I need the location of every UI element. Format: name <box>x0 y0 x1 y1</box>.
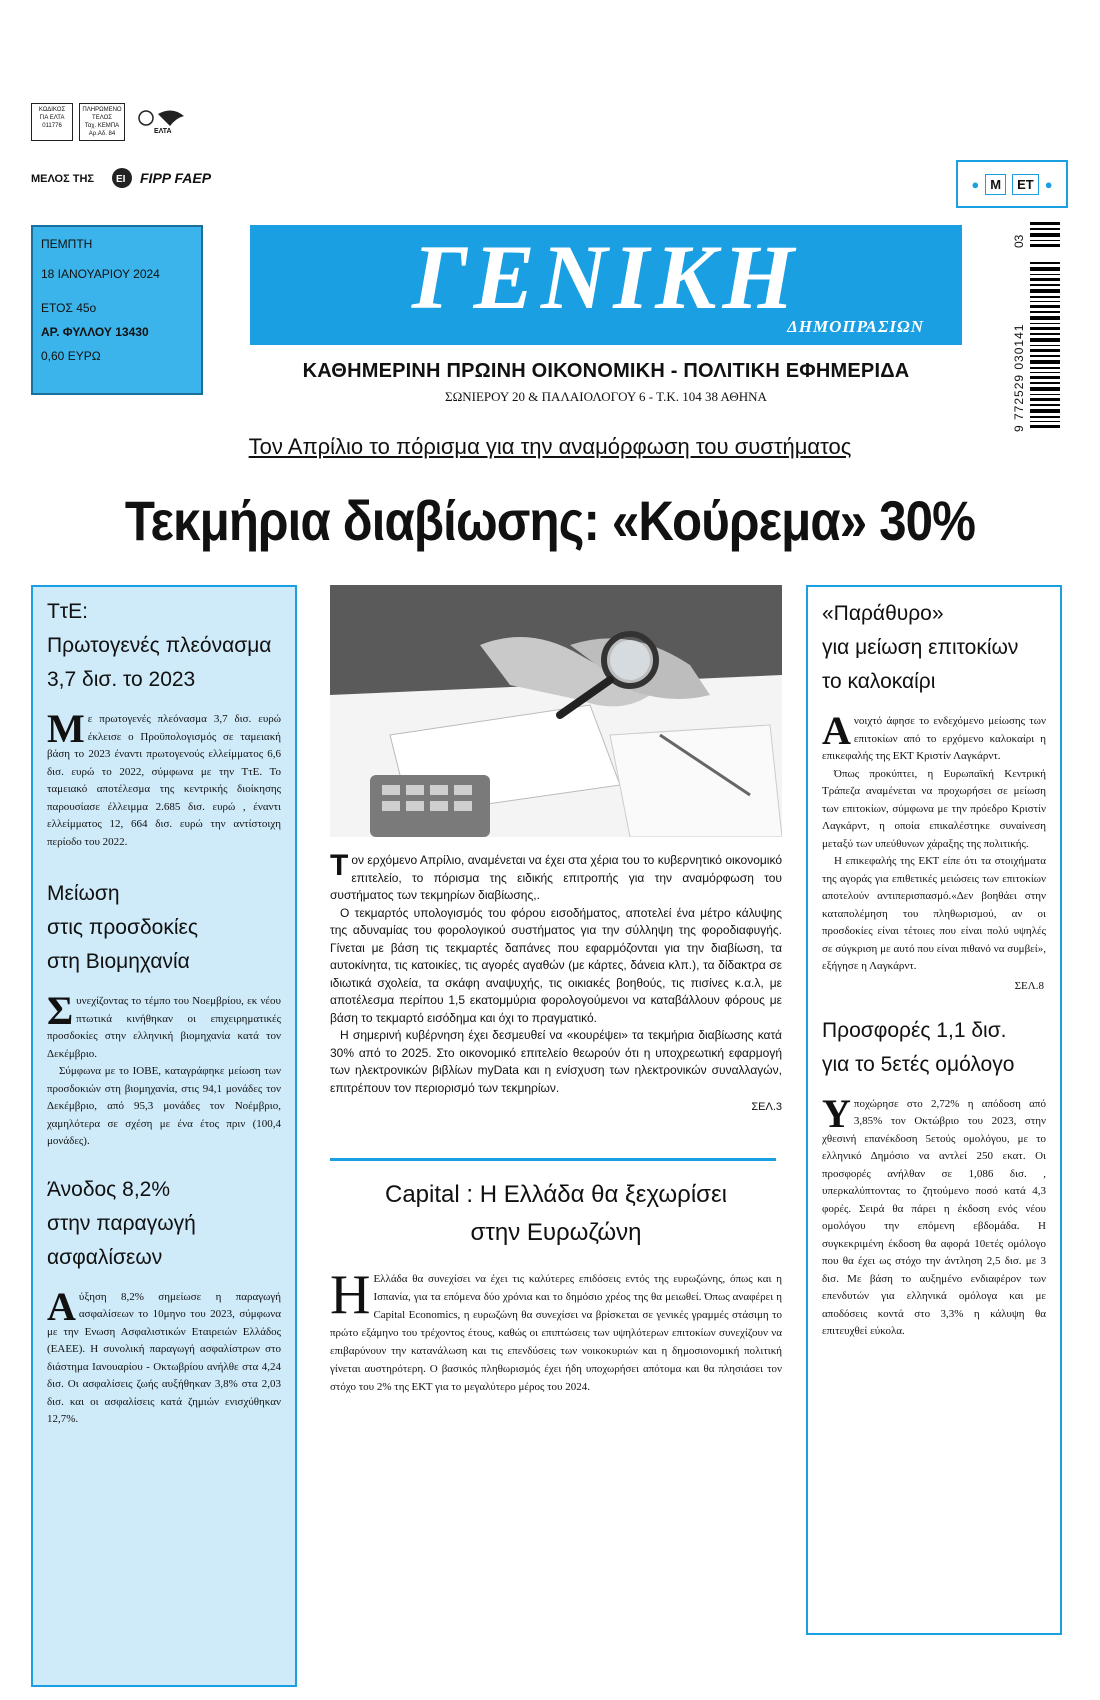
story-title: ΤτΕ: <box>47 600 88 623</box>
article-paragraph: Ελλάδα θα συνεχίσει να έχει τις καλύτερες επιδόσεις εντός της ευρωζώνης, όπως και η Ισπανία, για τα επόμενα δύο χρόνια και το δημόσιο χρέος της θα μειωθεί. Όπως αναφέρει η Capital Economics, η ευρωζώνη θα συνεχίσει να βρίσκεται σε γενικές γραμμές στάσιμη το πρώτο εξάμηνο του τρέχοντος έτους, καθώς οι επιπτώσεις των υψηλότερων επιτοκίων συνεχίζουν να επιβαρύνουν την κατανάλωση και τις επενδύσεις των νοικοκυριών και η δημοσιονομική πολιτική γίνεται αυστηρότερη. Ο βασικός πληθωρισμός έχει ήδη υποχωρήσει απότομα και θα πλησιάσει τον στόχο του 2% της ΕΚΤ για το μεγαλύτερο μέρος του 2024. <box>330 1273 782 1393</box>
issue-number: ΑΡ. ΦΥΛΛΟΥ 13430 <box>41 325 149 339</box>
page-reference: ΣΕΛ.8 <box>1014 979 1044 992</box>
story-title: Άνοδος 8,2% <box>47 1177 171 1201</box>
issue-price: 0,60 ΕΥΡΩ <box>41 349 101 363</box>
member-label: ΜΕΛΟΣ ΤΗΣ <box>31 173 95 185</box>
capital-article <box>330 1176 782 1396</box>
story-title: ασφαλίσεων <box>47 1245 163 1269</box>
story-body: Σύμφωνα με το ΙΟΒΕ, καταγράφηκε μείωση των προσδοκιών στη βιομηχανία, στις 94,1 μονάδες τον Δεκέμβριο, από 95,3 μονάδες τον Νοέμβριο, χαμηλότερα σε σχέση με ένα έτος πριν (100,4 μονάδες). <box>47 1065 281 1147</box>
drop-cap: Υ <box>822 1090 851 1136</box>
met-badge: ● Μ ΕΤ ● <box>956 160 1068 208</box>
story-title: Προσφορές 1,1 δισ. <box>822 1018 1007 1042</box>
svg-text:ΕΙ: ΕΙ <box>116 174 126 185</box>
story-rates <box>808 587 1060 992</box>
page-reference: ΣΕΛ.3 <box>751 1101 782 1113</box>
drop-cap: Α <box>822 708 851 753</box>
story-insurance <box>33 1173 295 1429</box>
association-logo-icon <box>110 166 138 190</box>
story-body: Όπως προκύπτει, η Ευρωπαϊκή Κεντρική Τράπεζα αναμένεται να προχωρήσει σε μείωση των επιτοκίων, σύμφωνα με την πρόεδρο Κριστίν Λαγκάρντ, η οποία επικαλέστηκε συναίνεση μεταξύ των υπεύθυνων χάραξης της πολιτικής. <box>822 767 1046 850</box>
article-paragraph: ον ερχόμενο Απρίλιο, αναμένεται να έχει στα χέρια του το κυβερνητικό οικονομικό επιτελείο, το πόρισμα της ειδικής επιτροπής για την αναμόρφωση του συστήματος των τεκμηρίων διαβίωσης,. <box>330 853 782 902</box>
main-headline: Τεκμήρια διαβίωσης: «Κούρεμα» 30% <box>124 489 976 552</box>
masthead-address: ΣΩΝΙΕΡΟΥ 20 & ΠΑΛΑΙΟΛΟΓΟΥ 6 - Τ.Κ. 104 38 ΑΘΗΝΑ <box>445 389 767 404</box>
story-title: «Παράθυρο» <box>822 602 944 625</box>
story-title: στην παραγωγή <box>47 1211 196 1235</box>
issue-date: 18 ΙΑΝΟΥΑΡΙΟΥ 2024 <box>41 267 160 281</box>
story-title: Πρωτογενές πλεόνασμα <box>47 634 272 657</box>
story-body: ε πρωτογενές πλεόνασμα 3,7 δισ. ευρώ έκλεισε ο Προϋπολογισμός σε ταμειακή βάση το 2023 έναντι πρωτογενούς ελλείμματος 6,6 δισ. ευρώ το 2022, σύμφωνα με την ΤτΕ. Το ταμειακό αποτέλεσμα της κεντρικής διοίκησης παρουσίασε έλλειμμα 2.685 δισ. ευρώ , έναντι ελλείμματος 12, 664 δισ. ευρώ την αντίστοιχη περίοδο του 2022. <box>47 713 281 848</box>
story-industry <box>33 877 295 1151</box>
story-bond <box>808 1014 1060 1341</box>
story-body: Η επικεφαλής της ΕΚΤ είπε ότι τα στοιχήματα της αγοράς για επιθετικές μειώσεις των επιτοκίων αποτελούν αντιπερισπασμό.«Δεν βοηθάει στην καταπολέμηση του πληθωρισμού, αν οι προσδοκίες είναι τέτοιες που είναι πολύ υψηλές σε σύγκριση με αυτό που είναι πιθανό να συμβεί», εξήγησε η Λαγκάρντ. <box>822 855 1046 972</box>
story-title: για μείωση επιτοκίων <box>822 636 1019 659</box>
barcode-digits: 9 772529 030141 <box>1012 323 1026 432</box>
drop-cap: Σ <box>47 988 74 1033</box>
story-body: υνεχίζοντας το τέμπο του Νοεμβρίου, εκ νέου πτωτικά κινήθηκαν οι επιχειρηματικές προσδοκίες στην ελληνική βιομηχανία κατά τον Δεκέμβριο. <box>47 995 281 1060</box>
article-title: Capital : Η Ελλάδα θα ξεχωρίσει <box>385 1181 727 1208</box>
masthead-title: ΓΕΝΙΚΗ <box>411 226 801 328</box>
article-paragraph: Ο τεκμαρτός υπολογισμός του φόρου εισοδήματος, αποτελεί ένα μέτρο κάλυψης της αδυναμίας του φορολογικού συστήματος για την σύλληψη της φοροδιαφυγής. Γίνεται με βάση τις τεκμαρτές δαπάνες που εφαρμόζονται για την διαβίωση, τα αυτοκίνητα, τις κατοικίες, τις αγορές αγαθών (με κάρτες, δάνεια κλπ.), τα δίδακτρα σε ιδιωτικά σχολεία, τα σκάφη αναψυχής, τις οικιακές βοηθούς, τις πισίνες κ.α.λ, με αποτέλεσμα περίπου 1,5 εκατομμύρια φορολογούμενοι να καταβάλλουν φόρους με βάση το τεκμαρτό εισόδημα και όχι το πραγματικό. <box>330 905 782 1025</box>
headline-kicker: Τον Απρίλιο το πόρισμα για την αναμόρφωση του συστήματος <box>248 434 852 459</box>
drop-cap: Τ <box>330 849 349 882</box>
issue-day: ΠΕΜΠΤΗ <box>41 237 93 251</box>
story-tte <box>33 587 295 851</box>
fipp-faep-logos: FIPP FAEP <box>140 170 212 186</box>
drop-cap: Η <box>330 1264 371 1326</box>
story-title: στις προσδοκίες <box>47 916 198 939</box>
barcode: 03 <box>1012 222 1062 777</box>
story-title: για το 5ετές ομόλογο <box>822 1052 1015 1076</box>
lead-photo <box>330 585 782 837</box>
story-title: στη Βιομηχανία <box>47 950 190 973</box>
story-title: Μείωση <box>47 882 120 905</box>
drop-cap: Α <box>47 1283 76 1329</box>
elta-logo: ΕΛΤΑ <box>132 104 192 140</box>
masthead-subtitle: ΔΗΜΟΠΡΑΣΙΩΝ <box>787 317 924 336</box>
article-title: στην Ευρωζώνη <box>470 1219 642 1246</box>
story-body: ποχώρησε στο 2,72% η απόδοση από 3,85% τον Οκτώβριο του 2023, στην χθεσινή επανέκδοση 5ετούς ομολόγου, με το ελληνικό Δημόσιο να αντλεί 250 εκατ. Οι προσφορές ανήλθαν σε 1,086 δισ. , υπερκαλύπτοντας το ζητούμενο ποσό κατά 4,3 φορές. Σειρά θα πάρει η έκδοση ενός νέου ομολόγου την επόμενη εβδομάδα. Η συγκεκριμένη έκδοση θα αφορά 10ετές ομόλογο που θα έχει ως στόχο την άντληση 2,5 δισ. με 3 δισ. Με βάση το αυξημένο ενδιαφέρον των επενδυτών για ελληνικά ομόλογα και με αποδόσεις κοντά στο 3,3% η κάλυψη θα επιτευχθεί εύκολα. <box>822 1097 1046 1337</box>
story-title: το καλοκαίρι <box>822 670 936 693</box>
left-sidebar <box>31 585 297 1687</box>
story-body: ύξηση 8,2% σημείωσε η παραγωγή ασφαλίσεων το 10μηνο του 2023, σύμφωνα με την Ενωση Ασφαλιστικών Εταιρειών Ελλάδος (ΕΑΕΕ). Η συνολική παραγωγή ασφαλίστρων στο διάστημα Ιανουαρίου - Οκτωβρίου ανήλθε στα 4,24 δισ. Οι ασφαλίσεις ζωής αυξήθηκαν 3,8% στα 2,03 δισ. και οι ασφαλίσεις κατά ζημιών ενισχύθηκαν 12,7%. <box>47 1290 281 1425</box>
story-body: νοιχτό άφησε το ενδεχόμενο μείωσης των επιτοκίων από το ερχόμενο καλοκαίρι η επικεφαλής της ΕΚΤ Κριστίν Λαγκάρντ. <box>822 715 1046 762</box>
drop-cap: Μ <box>47 706 85 751</box>
masthead <box>250 225 962 345</box>
story-title: 3,7 δισ. το 2023 <box>47 668 196 691</box>
lead-article <box>330 849 782 1113</box>
issue-info-box <box>31 225 203 395</box>
issue-year: ΕΤΟΣ 45ο <box>41 301 97 315</box>
paid-postage-stamp: ΠΛΗΡΩΜΕΝΟ ΤΕΛΟΣ Ταχ. ΚΕΜΠΑ Αρ.Αδ. 84 <box>79 103 125 141</box>
divider <box>330 1158 776 1161</box>
masthead-tagline: ΚΑΘΗΜΕΡΙΝΗ ΠΡΩΙΝΗ ΟΙΚΟΝΟΜΙΚΗ - ΠΟΛΙΤΙΚΗ ΕΦΗΜΕΡΙΔΑ <box>302 360 910 382</box>
right-sidebar <box>806 585 1062 1635</box>
article-paragraph: Η σημερινή κυβέρνηση έχει δεσμευθεί να «κουρέψει» τα τεκμήρια διαβίωσης κατά 30% από το 2025. Στο οικονομικό επιτελείο θεωρούν ότι η υποχρεωτική εφαρμογή των ηλεκτρονικών βιβλίων myData και η ενίσχυση των ηλεκτρονικών συναλλαγών, επιτρέπουν τον περιορισμό των τεκμηρίων. <box>330 1028 782 1095</box>
postal-code-stamp: ΚΩΔΙΚΟΣ ΓΙΑ ΕΛΤΑ 011776 <box>31 103 73 141</box>
